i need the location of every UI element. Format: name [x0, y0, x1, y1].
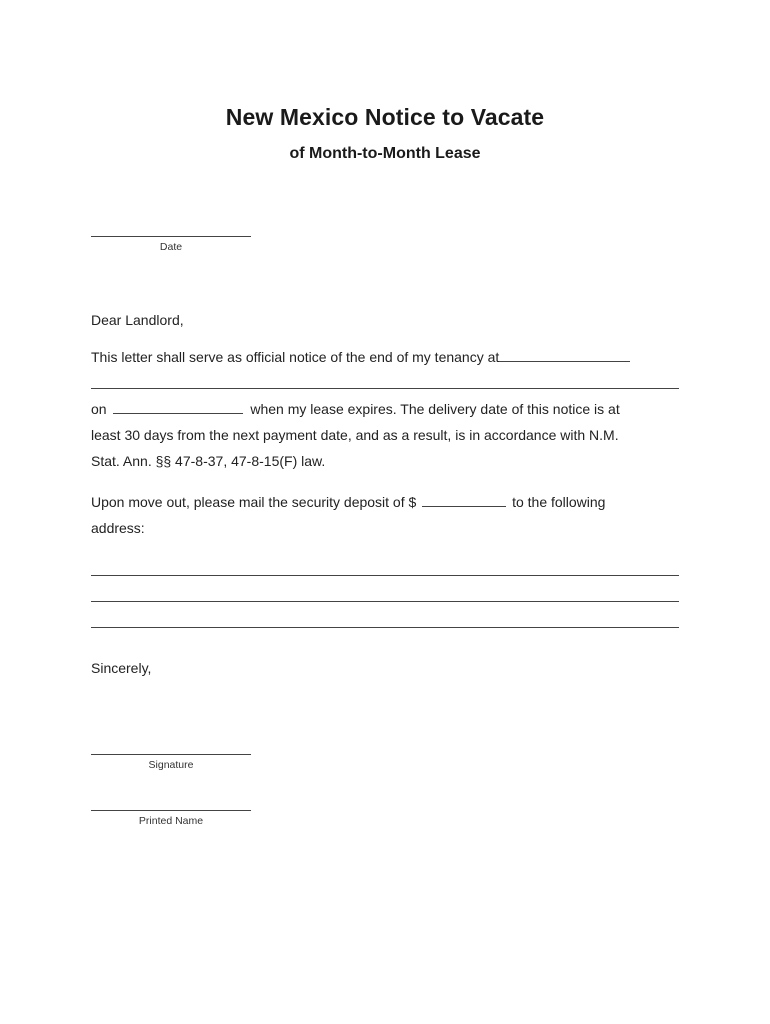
paragraph-1-line-1 — [91, 349, 630, 365]
printed-name-label: Printed Name — [138, 815, 204, 827]
forwarding-address-line-2[interactable] — [91, 601, 679, 602]
deposit-amount-blank[interactable] — [422, 494, 506, 507]
printed-name-line[interactable] — [91, 810, 251, 811]
forwarding-address-line-1[interactable] — [91, 575, 679, 576]
signature-line[interactable] — [91, 754, 251, 755]
paragraph-1-text: This letter shall serve as official notice of the end of my tenancy at — [91, 349, 500, 365]
date-line[interactable] — [91, 236, 251, 237]
paragraph-2-line-1 — [91, 494, 605, 510]
date-label: Date — [159, 241, 183, 253]
closing: Sincerely, — [91, 660, 152, 676]
document-title: New Mexico Notice to Vacate — [225, 104, 545, 130]
lease-expires-text: when my lease expires. The delivery date of this notice is at — [250, 401, 620, 417]
paragraph-2-line-2: address: — [91, 520, 145, 536]
on-label: on — [91, 401, 107, 417]
paragraph-1-line-4: least 30 days from the next payment date, and as a result, is in accordance with N.M. — [91, 427, 619, 443]
signature-label: Signature — [148, 759, 194, 771]
document-subtitle: of Month-to-Month Lease — [289, 145, 481, 162]
paragraph-1-line-3 — [91, 401, 620, 417]
paragraph-1-line-5: Stat. Ann. §§ 47-8-37, 47-8-15(F) law. — [91, 453, 326, 469]
address-continuation-line[interactable] — [91, 388, 679, 389]
move-out-date-blank[interactable] — [113, 401, 243, 414]
salutation: Dear Landlord, — [91, 312, 184, 328]
following-text: to the following — [512, 494, 606, 510]
forwarding-address-line-3[interactable] — [91, 627, 679, 628]
deposit-text: Upon move out, please mail the security deposit of $ — [91, 494, 417, 510]
address-blank[interactable] — [499, 349, 630, 362]
